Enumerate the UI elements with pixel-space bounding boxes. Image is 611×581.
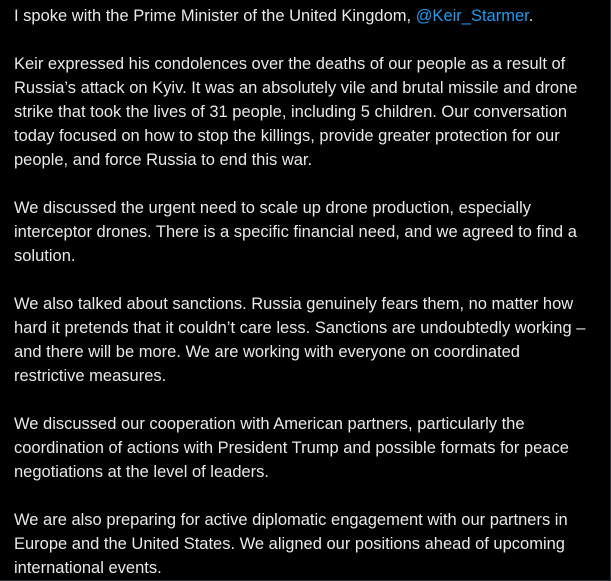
post-paragraph-5: We are also preparing for active diplomatic engagement with our partners in Europe and the United States. We aligned our positions ahead of upcoming international events. — [14, 511, 568, 577]
post-paragraph-4: We discussed our cooperation with American partners, particularly the coordination of actions with President Trump and possible formats for peace negotiations at the level of leaders. — [14, 415, 569, 481]
post-intro-paragraph — [14, 4, 594, 28]
post-paragraph-2: We discussed the urgent need to scale up drone production, especially interceptor drones. There is a specific financial need, and we agreed to find a solution. — [14, 199, 577, 265]
intro-text: I spoke with the Prime Minister of the United Kingdom, — [14, 7, 416, 25]
post-paragraph-3: We also talked about sanctions. Russia genuinely fears them, no matter how hard it pretends that it couldn’t care less. Sanctions are undoubtedly working – and there will be more. We are working with everyone on coordinated restrictive measures. — [14, 295, 586, 385]
mention-link[interactable]: @Keir_Starmer — [415, 7, 529, 25]
intro-end: . — [528, 7, 534, 25]
post-paragraph-1: Keir expressed his condolences over the deaths of our people as a result of Russia’s attack on Kyiv. It was an absolutely vile and brutal missile and drone strike that took the lives of 31 people, including 5 children. Our conversation today focused on how to stop the killings, provide greater protection for our people, and force Russia to end this war. — [14, 55, 578, 169]
